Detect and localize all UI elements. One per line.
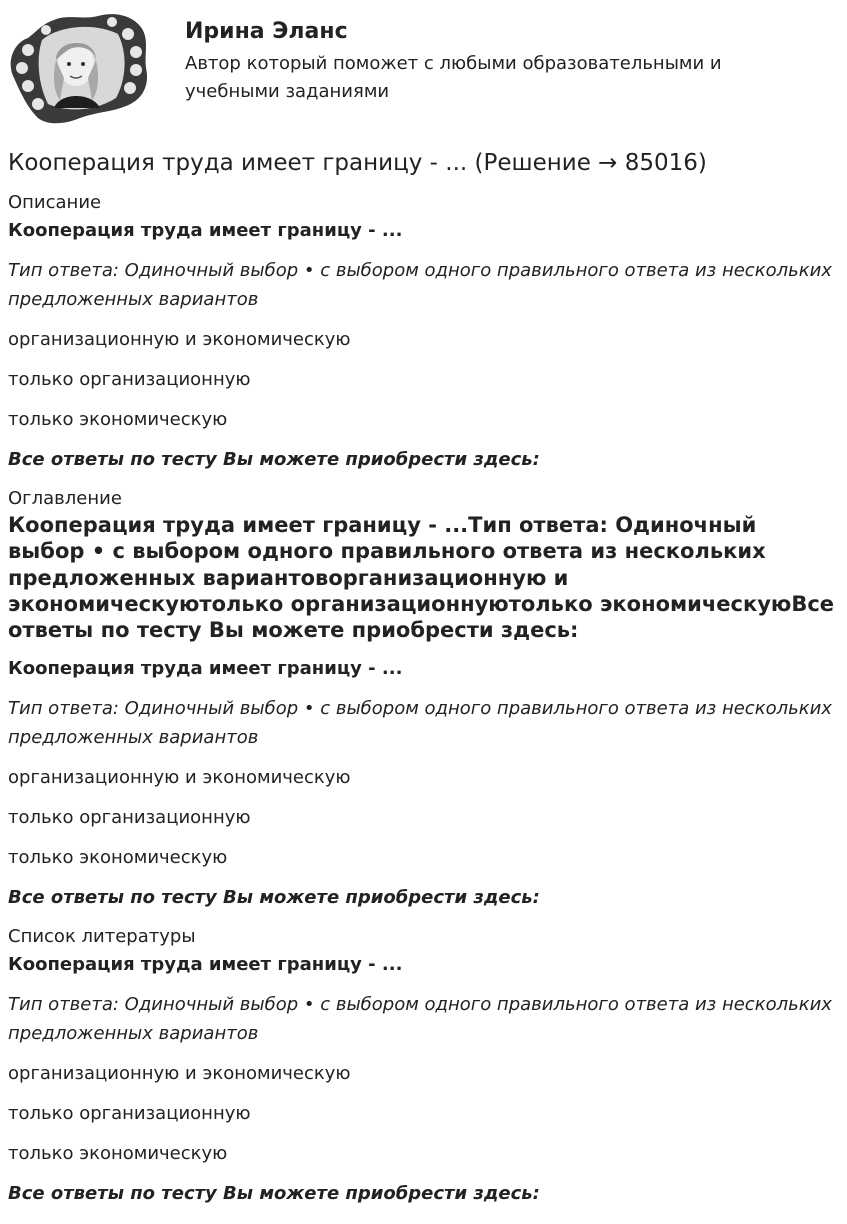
section-label-literature: Список литературы [8,926,196,948]
buy-answers-text: Все ответы по тесту Вы можете приобрести здесь: [8,1183,540,1205]
author-avatar [8,8,150,126]
question-heading: Кооперация труда имеет границу - ... [8,658,403,680]
question-heading: Кооперация труда имеет границу - ... [8,220,403,241]
author-card [8,8,839,128]
buy-answers-text: Все ответы по тесту Вы можете приобрести здесь: [8,449,540,470]
toc-text: Кооперация труда имеет границу - ...Тип ответа: Одиночный выбор • с выбором одного правильного ответа из нескольких предложенных вариантоворганизационную и экономическуютолько организационнуютолько экономическуюВсе ответы по тесту Вы можете приобрести здесь: [8,513,835,643]
answer-option-2: только организационную [8,1103,251,1125]
answer-option-2: только организационную [8,807,251,829]
section-label-description: Описание [8,192,102,213]
answer-option-3: только экономическую [8,847,228,869]
question-type: Тип ответа: Одиночный выбор • с выбором одного правильного ответа из нескольких предложенных вариантов [8,260,832,310]
main-content [8,146,839,1219]
question-type: Тип ответа: Одиночный выбор • с выбором одного правильного ответа из нескольких предложенных вариантов [8,994,832,1045]
author-name: Ирина Эланс [185,19,348,44]
section-label-toc: Оглавление [8,488,122,509]
answer-option-1: организационную и экономическую [8,329,351,350]
question-type: Тип ответа: Одиночный выбор • с выбором одного правильного ответа из нескольких предложенных вариантов [8,698,832,749]
author-description: Автор который поможет с любыми образовательными и учебными заданиями [185,53,722,102]
answer-option-2: только организационную [8,369,251,390]
answer-option-1: организационную и экономическую [8,1063,351,1085]
answer-option-3: только экономическую [8,1143,228,1165]
page-title: Кооперация труда имеет границу - ... (Решение → 85016) [8,150,707,176]
answer-option-3: только экономическую [8,409,228,430]
question-heading: Кооперация труда имеет границу - ... [8,954,403,976]
answer-option-1: организационную и экономическую [8,767,351,789]
buy-answers-text: Все ответы по тесту Вы можете приобрести здесь: [8,887,540,909]
